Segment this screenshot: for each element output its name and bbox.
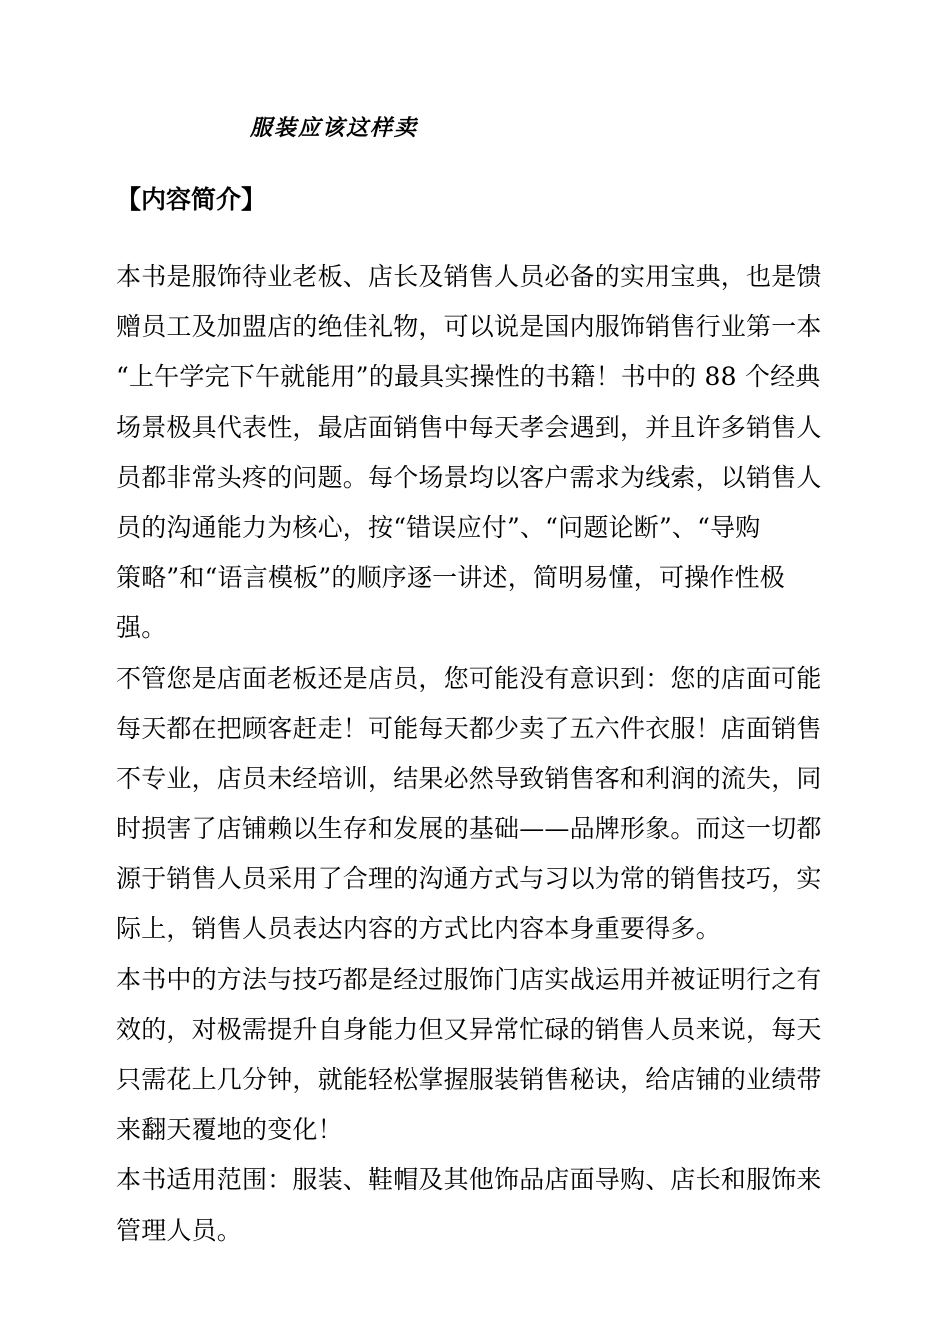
text-line: 本书中的方法与技巧都是经过服饰门店实战运用并被证明行之有 [116, 964, 822, 994]
document-title: 服装应该这样卖 [250, 115, 419, 141]
text-line: 场景极具代表性，最店面销售中每天孝会遇到，并且许多销售人 [116, 412, 822, 442]
text-line: 员的沟通能力为核心，按“错误应付”、“问题论断”、“导购 [116, 512, 761, 542]
text-line: 不管您是店面老板还是店员，您可能没有意识到：您的店面可能 [116, 663, 822, 693]
text-line: 策略”和“语言模板”的顺序逐一讲述，简明易懂，可操作性极 [116, 563, 785, 593]
section-heading: 【内容简介】 [116, 185, 267, 214]
text-line: 管理人员。 [116, 1215, 243, 1245]
text-line: 只需花上几分钟，就能轻松掌握服装销售秘诀，给店铺的业绩带 [116, 1065, 822, 1094]
text-line: 不专业，店员未经培训，结果必然导致销售客和利润的流失，同 [116, 763, 822, 793]
text-line: 际上，销售人员表达内容的方式比内容本身重要得多。 [116, 914, 721, 944]
text-line: 赠员工及加盟店的绝佳礼物，可以说是国内服饰销售行业第一本 [116, 312, 822, 342]
text-line: 员都非常头疼的问题。每个场景均以客户需求为线索，以销售人 [116, 462, 822, 492]
text-line: “上午学完下午就能用”的最具实操性的书籍！书中的 88 个经典 [116, 362, 821, 392]
text-line: 效的，对极需提升自身能力但又异常忙碌的销售人员来说，每天 [116, 1014, 822, 1044]
text-line: 本书是服饰待业老板、店长及销售人员必备的实用宝典，也是馈 [116, 262, 822, 291]
body-text [116, 252, 856, 1256]
text-line: 本书适用范围：服装、鞋帽及其他饰品店面导购、店长和服饰来 [116, 1165, 822, 1195]
text-line: 时损害了店铺赖以生存和发展的基础——品牌形象。而这一切都 [116, 814, 822, 844]
text-line: 来翻天覆地的变化！ [116, 1115, 343, 1145]
text-line: 每天都在把顾客赶走！可能每天都少卖了五六件衣服！店面销售 [116, 713, 822, 743]
text-line: 源于销售人员采用了合理的沟通方式与习以为常的销售技巧，实 [116, 864, 822, 894]
text-line: 强。 [116, 613, 167, 643]
